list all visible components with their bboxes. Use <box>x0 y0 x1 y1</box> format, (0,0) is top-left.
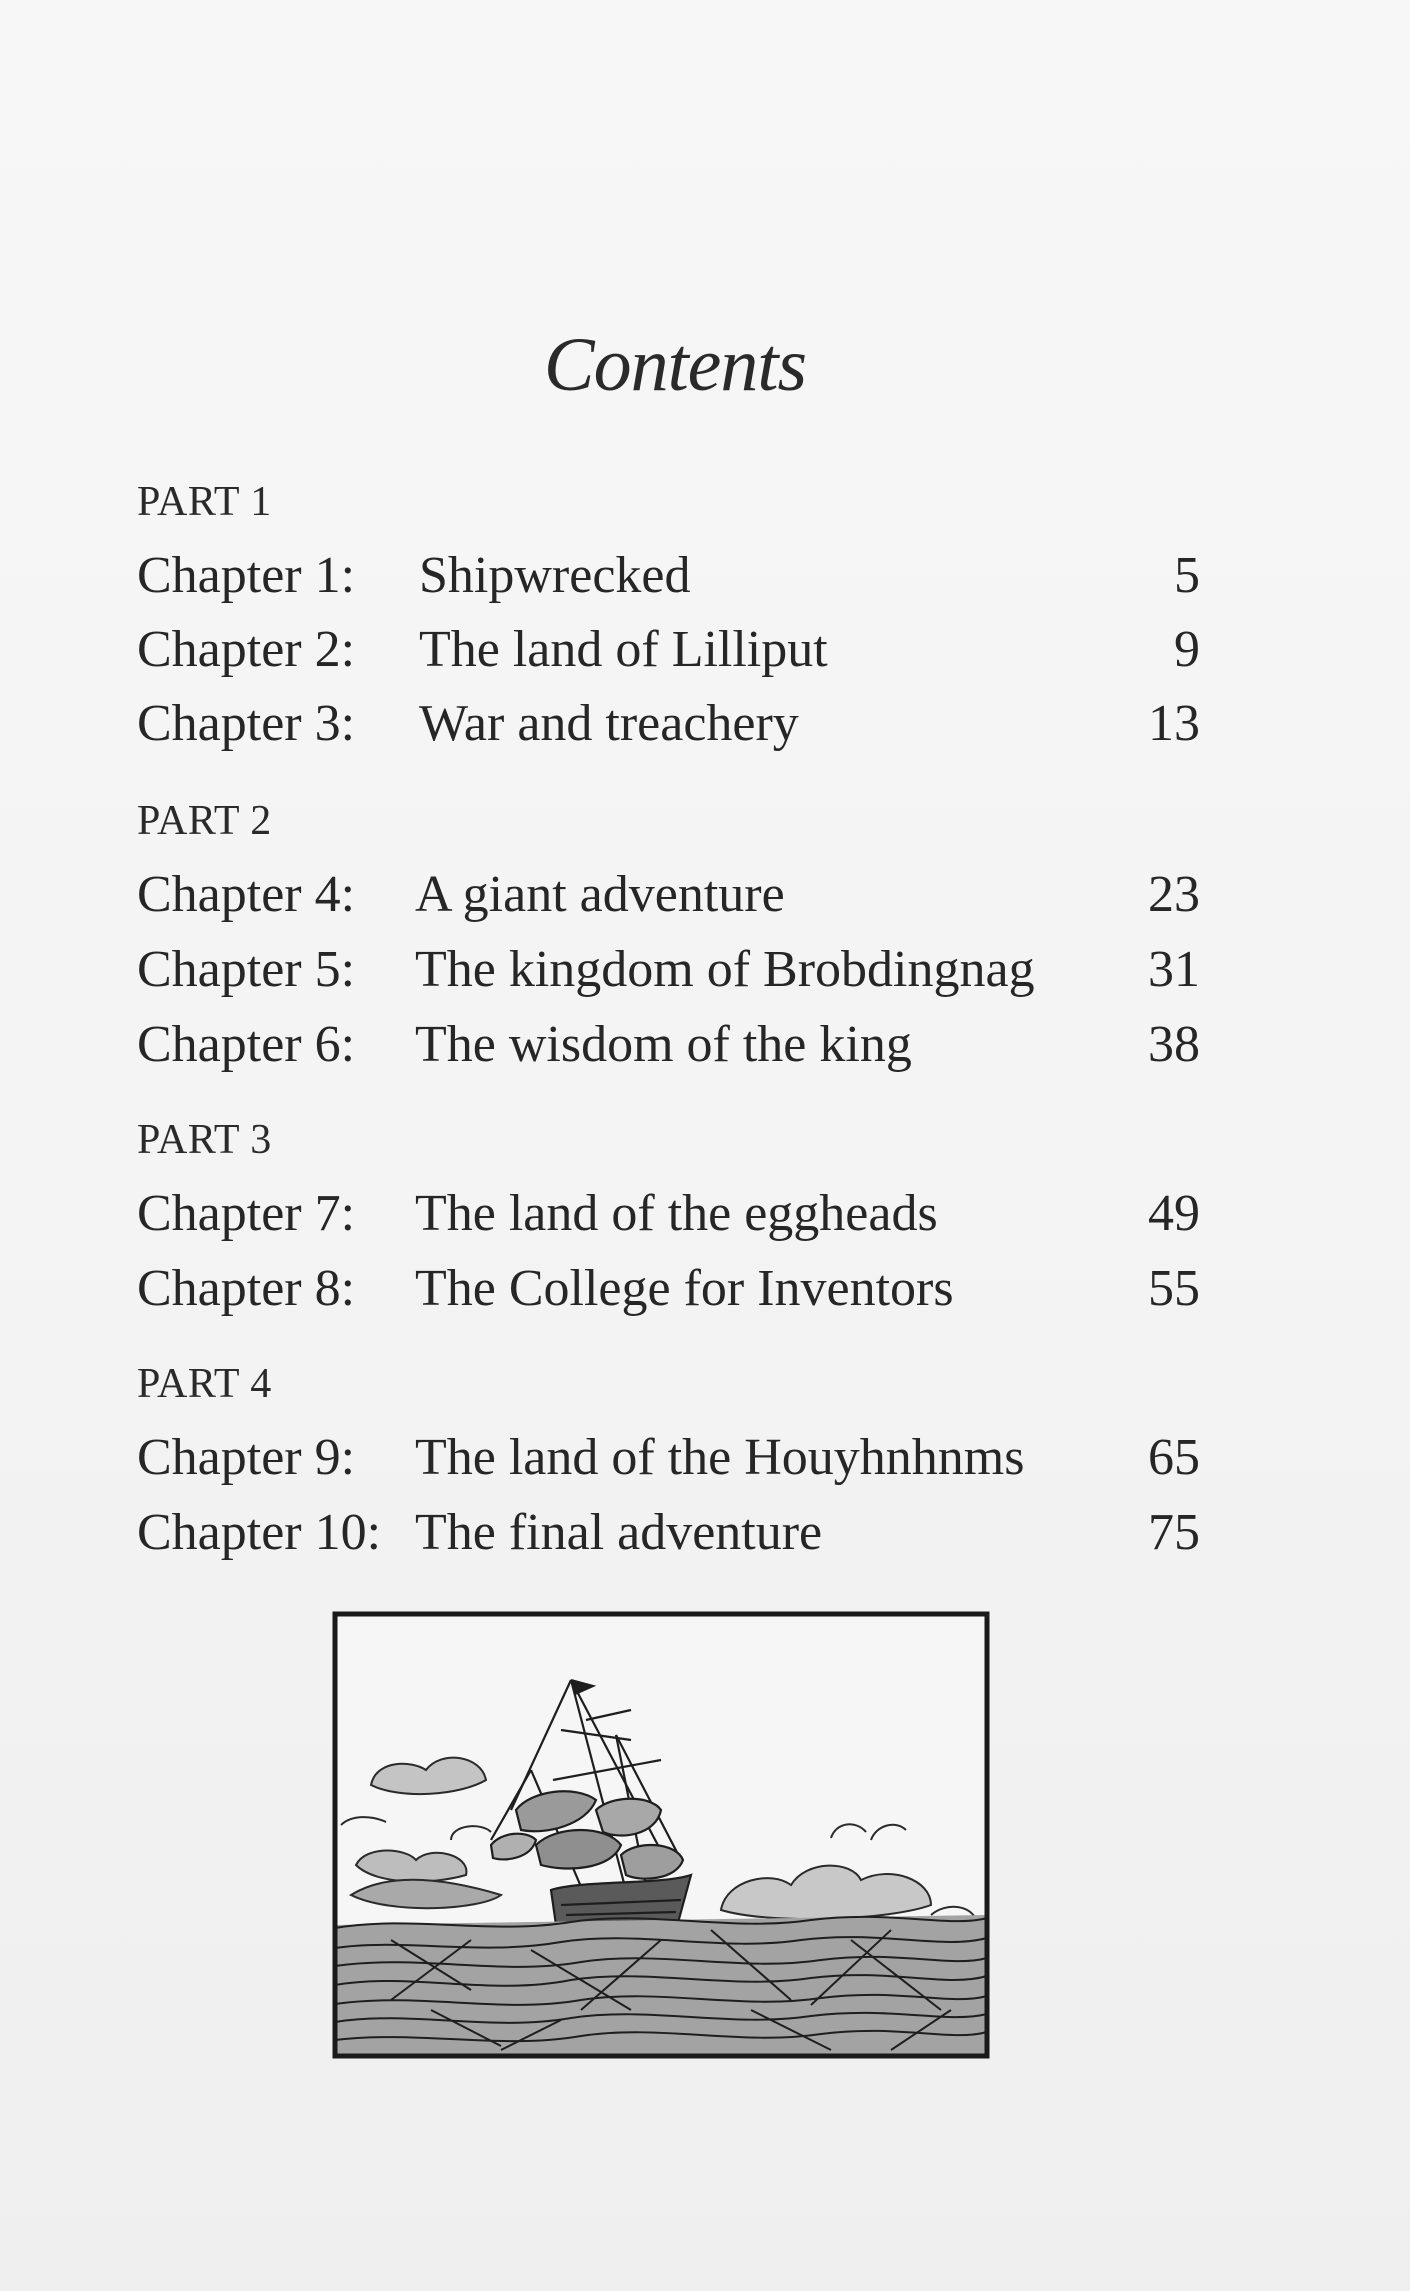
page-number: 38 <box>1148 1016 1200 1073</box>
chapter-title: The kingdom of Brobdingnag <box>415 941 1035 998</box>
chapter-title: The final adventure <box>415 1504 823 1561</box>
toc-entry[interactable] <box>137 1259 1200 1325</box>
toc-entry[interactable] <box>137 1503 1200 1569</box>
chapter-title: War and treachery <box>419 695 799 752</box>
chapter-number: Chapter 2: <box>137 621 356 678</box>
toc-entry[interactable] <box>137 940 1200 1006</box>
sea <box>335 1915 987 2056</box>
chapter-title: The land of the eggheads <box>415 1185 938 1242</box>
chapter-title: The land of Lilliput <box>419 621 828 678</box>
page-number: 13 <box>1148 695 1200 752</box>
chapter-number: Chapter 10: <box>137 1504 382 1561</box>
part-heading: PART 1 <box>137 479 272 525</box>
page-number: 49 <box>1148 1185 1200 1242</box>
chapter-number: Chapter 9: <box>137 1429 356 1486</box>
page-number: 75 <box>1148 1504 1200 1561</box>
chapter-number: Chapter 8: <box>137 1260 356 1317</box>
toc-entry[interactable] <box>137 546 1200 612</box>
contents-title: Contents <box>543 323 807 407</box>
chapter-number: Chapter 5: <box>137 941 356 998</box>
page-number: 9 <box>1174 621 1200 678</box>
toc-entry[interactable] <box>137 1184 1200 1250</box>
toc-entry[interactable] <box>137 694 1200 760</box>
chapter-title: The College for Inventors <box>415 1260 954 1317</box>
page-number: 31 <box>1148 941 1200 998</box>
toc-entry[interactable] <box>137 865 1200 931</box>
part-heading: PART 4 <box>137 1361 272 1407</box>
page-number: 5 <box>1174 547 1200 604</box>
part-heading: PART 2 <box>137 798 272 844</box>
chapter-title: A giant adventure <box>415 866 785 923</box>
chapter-number: Chapter 7: <box>137 1185 356 1242</box>
chapter-number: Chapter 6: <box>137 1016 356 1073</box>
chapter-number: Chapter 1: <box>137 547 356 604</box>
ship-illustration <box>331 1610 991 2060</box>
page-number: 55 <box>1148 1260 1200 1317</box>
page-number: 65 <box>1148 1429 1200 1486</box>
toc-entry[interactable] <box>137 1428 1200 1494</box>
toc-entry[interactable] <box>137 1015 1200 1081</box>
chapter-title: Shipwrecked <box>419 547 691 604</box>
page-number: 23 <box>1148 866 1200 923</box>
chapter-number: Chapter 3: <box>137 695 356 752</box>
chapter-title: The wisdom of the king <box>415 1016 912 1073</box>
chapter-number: Chapter 4: <box>137 866 356 923</box>
toc-entry[interactable] <box>137 620 1200 686</box>
chapter-title: The land of the Houyhnhnms <box>415 1429 1025 1486</box>
part-heading: PART 3 <box>137 1117 272 1163</box>
